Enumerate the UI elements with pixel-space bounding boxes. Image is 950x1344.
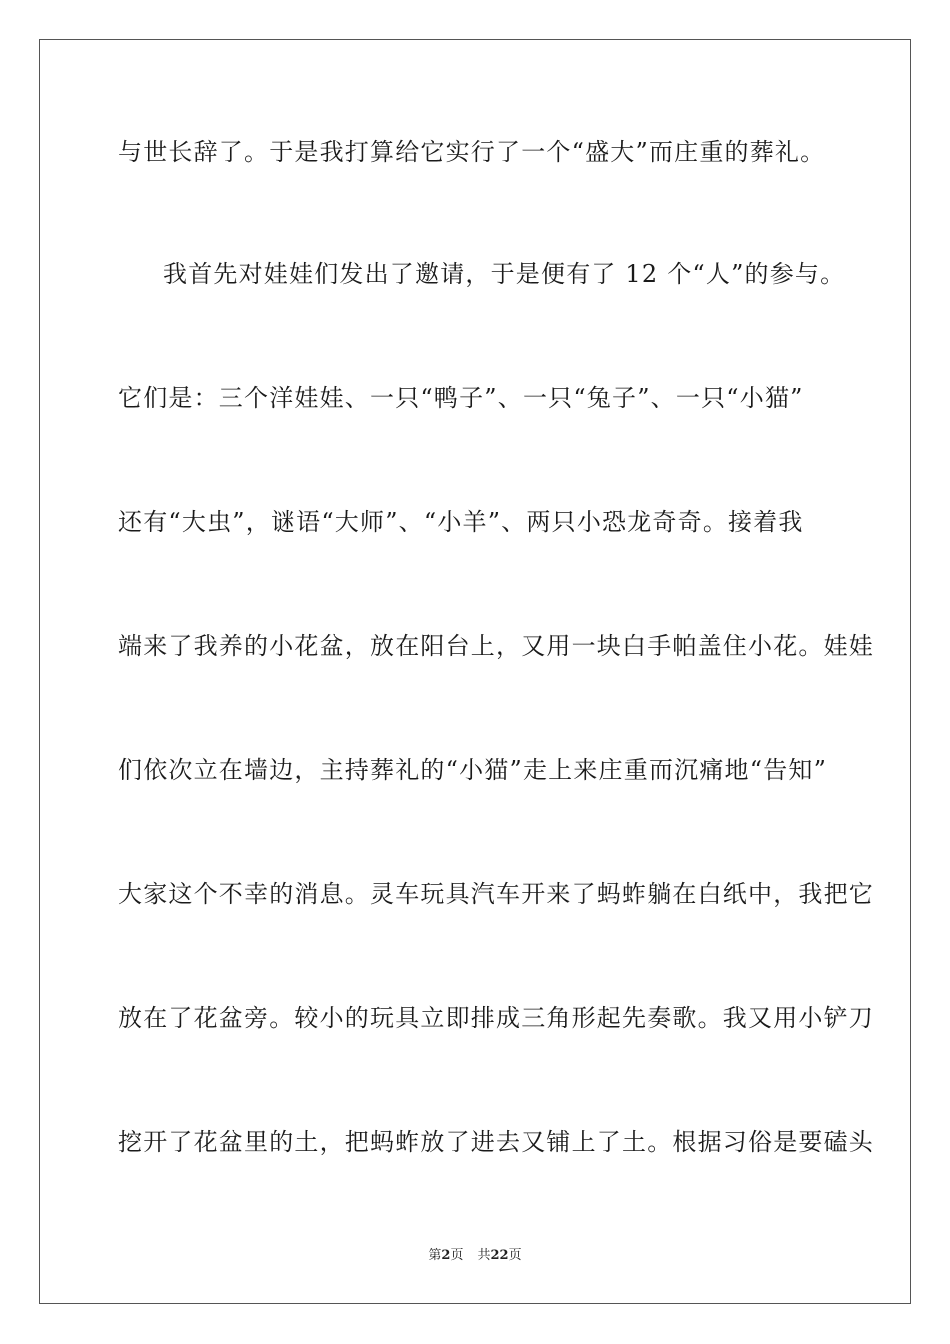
text-line-2: 我首先对娃娃们发出了邀请，于是便有了 12 个“人”的参与。 xyxy=(163,260,846,288)
text-line-9: 挖开了花盆里的土，把蚂蚱放了进去又铺上了土。根据习俗是要磕头 xyxy=(118,1128,874,1156)
text-line-7: 大家这个不幸的消息。灵车玩具汽车开来了蚂蚱躺在白纸中，我把它 xyxy=(118,880,874,908)
page-footer xyxy=(0,1248,950,1264)
text-line-8: 放在了花盆旁。较小的玩具立即排成三角形起先奏歌。我又用小铲刀 xyxy=(118,1004,874,1032)
page-suffix: 页 xyxy=(450,1248,464,1263)
total-suffix: 页 xyxy=(508,1248,522,1263)
text-line-4: 还有“大虫”，谜语“大师”、“小羊”、两只小恐龙奇奇。接着我 xyxy=(118,508,804,536)
text-line-6: 们依次立在墙边，主持葬礼的“小猫”走上来庄重而沉痛地“告知” xyxy=(118,756,828,784)
text-line-3: 它们是：三个洋娃娃、一只“鸭子”、一只“兔子”、一只“小猫” xyxy=(118,384,804,412)
text-line-5: 端来了我养的小花盆，放在阳台上，又用一块白手帕盖住小花。娃娃 xyxy=(118,632,874,660)
page-prefix: 第 xyxy=(428,1248,442,1263)
total-pages: 22 xyxy=(490,1248,509,1263)
page-border xyxy=(39,39,911,1304)
page-number: 2 xyxy=(441,1248,451,1263)
total-prefix: 共 xyxy=(477,1248,491,1263)
text-line-1: 与世长辞了。于是我打算给它实行了一个“盛大”而庄重的葬礼。 xyxy=(118,138,826,166)
